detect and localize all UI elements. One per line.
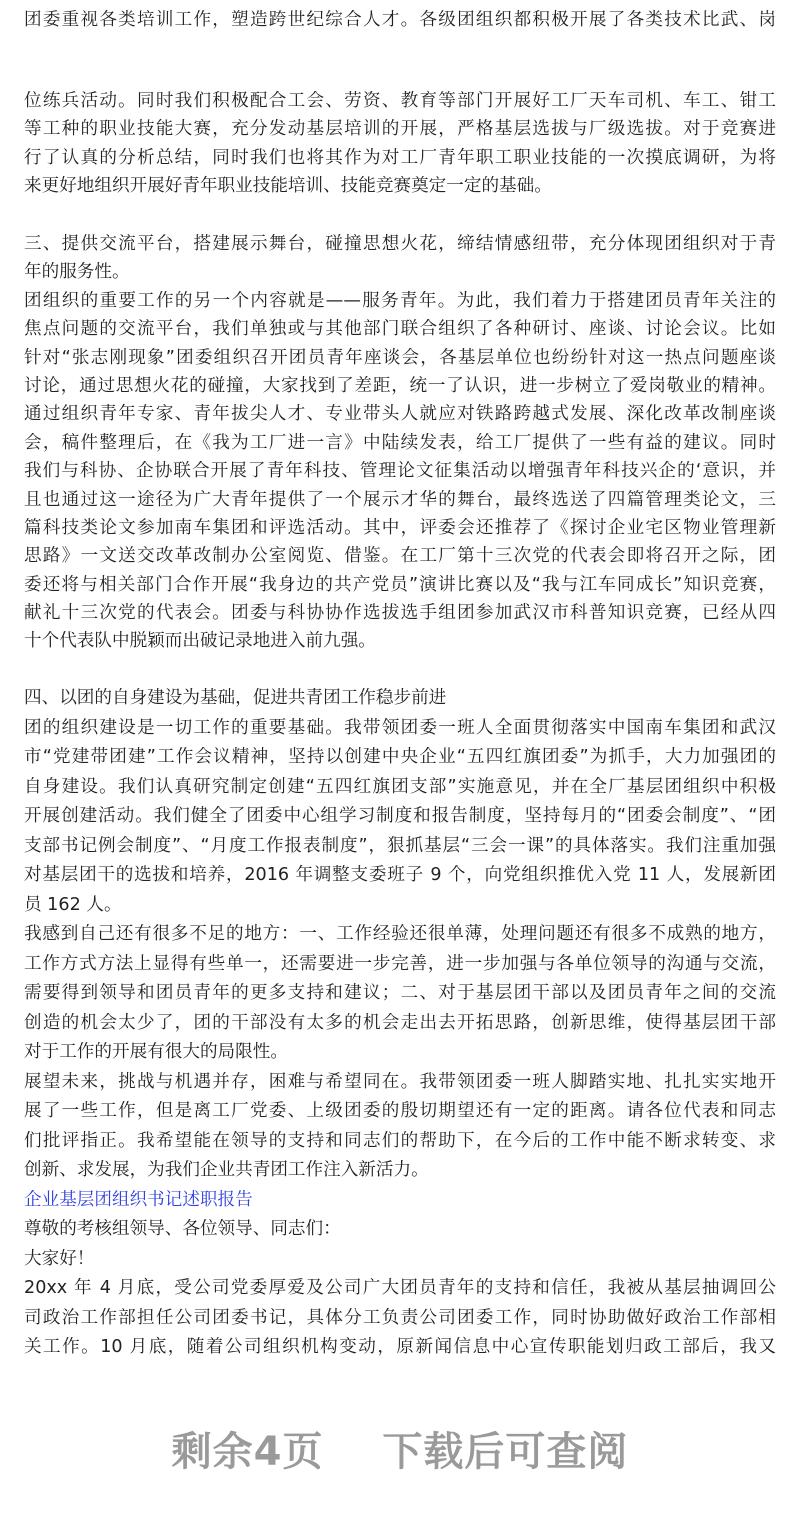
paragraph-block (24, 87, 776, 201)
text-line: 通过组织青年专家、青年拔尖人才、专业带头人就应对铁路跨越式发展、深化改革改制座谈 (24, 404, 776, 425)
text-line: 献礼十三次党的代表会。团委与科协协作选拔选手组团参加武汉市科普知识竞赛，已经从四 (24, 603, 776, 624)
text-line: 20xx 年 4 月底，受公司党委厚爱及公司广大团员青年的支持和信任，我被从基层抽调回公 (24, 1278, 776, 1298)
text-line: 行了认真的分析总结，同时我们也将其作为对工厂青年职工职业技能的一次摸底调研，为将 (24, 147, 776, 168)
text-line: 大家好！ (24, 1248, 95, 1269)
text-line: 们批评指正。我希望能在领导的支持和同志们的帮助下，在今后的工作中能不断求转变、求 (24, 1130, 776, 1151)
text-line: 开展创建活动。我们健全了团委中心组学习制度和报告制度，坚持每月的“团委会制度”、“团 (24, 806, 776, 826)
text-line: 针对“张志刚现象”团委组织召开团员青年座谈会，各基层单位也纷纷针对这一热点问题座谈 (24, 347, 776, 368)
text-line: 需要得到领导和团员青年的更多支持和建议；二、对于基层团干部以及团员青年之间的交流 (24, 983, 776, 1003)
text-line: 关工作。10 月底，随着公司组织机构变动，原新闻信息中心宣传职能划归政工部后，我又 (24, 1337, 776, 1357)
text-line: 展望未来，挑战与机遇并存，困难与希望同在。我带领团委一班人脚踏实地、扎扎实实地开 (24, 1071, 776, 1092)
remaining-pages-text: 剩余4页 (171, 1429, 324, 1475)
text-line: 思路》一文送交改革改制办公室阅览、借鉴。在工厂第十三次党的代表会即将召开之际，团 (24, 546, 776, 567)
text-line: 员 162 人。 (24, 894, 122, 915)
text-line: 十个代表队中脱颖而出破记录地进入前九强。 (24, 631, 376, 652)
text-line: 篇科技类论文参加南车集团和评选活动。其中，评委会还推荐了《探讨企业宅区物业管理新 (24, 517, 776, 538)
text-line: 等工种的职业技能大赛，充分发动基层培训的开展，严格基层选拔与厂级选拔。对于竞赛进 (24, 119, 776, 140)
text-line: 来更好地组织开展好青年职业技能培训、技能竞赛奠定一定的基础。 (24, 176, 552, 197)
text-line: 创新、求发展，为我们企业共青团工作注入新活力。 (24, 1160, 429, 1180)
text-line: 司政治工作部担任公司团委书记，具体分工负责公司团委工作，同时协助做好政治工作部相 (24, 1307, 776, 1328)
text-line: 自身建设。我们认真研究制定创建“五四红旗团支部”实施意见，并在全厂基层团组织中积极 (24, 776, 776, 797)
text-line: 焦点问题的交流平台，我们单独或与其他部门联合组织了各种研讨、座谈、讨论会议。比如 (24, 319, 776, 340)
text-line: 年的服务性。 (24, 262, 130, 283)
text-line: 尊敬的考核组领导、各位领导、同志们： (24, 1219, 341, 1239)
text-line: 团的组织建设是一切工作的重要基础。我带领团委一班人全面贯彻落实中国南车集团和武汉 (24, 717, 776, 738)
report-title-link[interactable]: 企业基层团组织书记述职报告 (24, 1189, 253, 1210)
download-watermark[interactable] (0, 1420, 800, 1477)
text-line: 我感到自己还有很多不足的地方：一、工作经验还很单薄，处理问题还有很多不成熟的地方， (24, 924, 776, 944)
text-line: 团委重视各类培训工作，塑造跨世纪综合人才。各级团组织都积极开展了各类技术比武、岗 (24, 10, 776, 30)
text-line: 委还将与相关部门合作开展“我身边的共产党员”演讲比赛以及“我与江车同成长”知识竞赛， (24, 574, 776, 595)
text-line: 会，稿件整理后，在《我为工厂进一言》中陆续发表，给工厂提供了一些有益的建议。同时 (24, 432, 776, 453)
text-line: 讨论，通过思想火花的碰撞，大家找到了差距，统一了认识，进一步树立了爱岗敬业的精神。 (24, 375, 776, 396)
text-line: 且也通过这一途径为广大青年提供了一个展示才华的舞台，最终选送了四篇管理类论文，三 (24, 489, 776, 510)
section-four-block (24, 684, 776, 1363)
paragraph-block (24, 6, 776, 34)
download-to-view-text: 下载后可查阅 (382, 1429, 629, 1475)
text-line: 市“党建带团建”工作会议精神，坚持以创建中央企业“五四红旗团委”为抓手，大力加强团的 (24, 747, 776, 767)
text-line: 工作方式方法上显得有些单一，还需要进一步完善，进一步加强与各单位领导的沟通与交流， (24, 953, 776, 974)
text-line: 我们与科协、企协联合开展了青年科技、管理论文征集活动以增强青年科技兴企的‘意识，并 (24, 461, 776, 482)
text-line: 四、以团的自身建设为基础，促进共青团工作稳步前进 (24, 688, 447, 708)
text-line: 三、提供交流平台，搭建展示舞台，碰撞思想火花，缔结情感纽带，充分体现团组织对于青 (24, 234, 776, 254)
text-line: 展了一些工作，但是离工厂党委、上级团委的殷切期望还有一定的距离。请各位代表和同志 (24, 1101, 776, 1121)
text-line: 对基层团干的选拔和培养，2016 年调整支委班子 9 个，向党组织推优入党 11 人，发展新团 (24, 865, 776, 885)
text-line: 创造的机会太少了，团的干部没有太多的机会走出去开拓思路，创新思维，使得基层团干部 (24, 1012, 776, 1033)
section-three-block (24, 230, 776, 656)
text-line: 位练兵活动。同时我们积极配合工会、劳资、教育等部门开展好工厂天车司机、车工、钳工 (24, 91, 776, 111)
text-line: 对于工作的开展有很大的局限性。 (24, 1042, 288, 1062)
text-line: 支部书记例会制度”、“月度工作报表制度”，狠抓基层“三会一课”的具体落实。我们注重加强 (24, 835, 776, 856)
text-line: 团组织的重要工作的另一个内容就是——服务青年。为此，我们着力于搭建团员青年关注的 (24, 290, 776, 311)
